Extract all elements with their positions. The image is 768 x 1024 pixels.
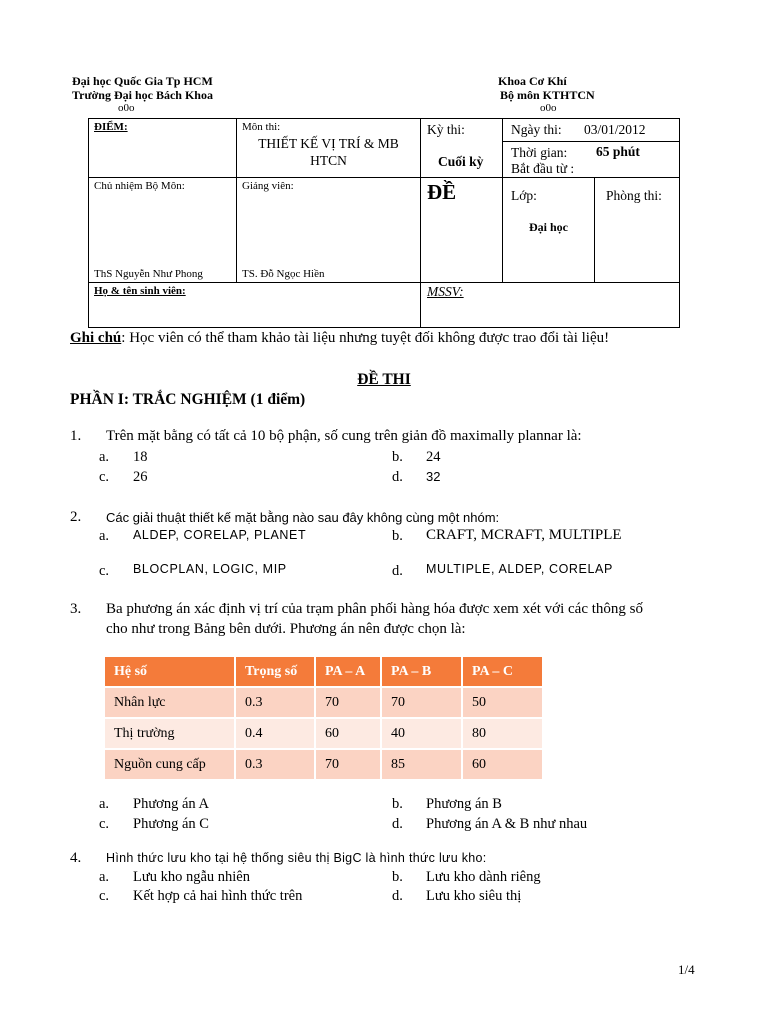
q3-option-d-key: d. <box>392 816 403 832</box>
room-label: Phòng thi: <box>606 188 662 203</box>
q2-option-b-key: b. <box>392 528 403 544</box>
q1-option-a-key: a. <box>99 449 110 465</box>
q3-text-line-2: cho như trong Bảng bên dưới. Phương án nên được chọn là: <box>106 621 466 637</box>
q4-text: Hình thức lưu kho tại hệ thống siêu thị BigC là hình thức lưu kho: <box>106 851 487 865</box>
q4-option-b: Lưu kho dành riêng <box>426 869 541 885</box>
table-cell: 70 <box>315 687 381 718</box>
score-cell <box>88 118 237 178</box>
mssv-label: MSSV: <box>427 284 464 299</box>
school-name: Trường Đại học Bách Khoa <box>72 88 213 102</box>
subject-cell <box>236 118 421 178</box>
q1-text: Trên mặt bằng có tất cả 10 bộ phận, số cung trên giản đồ maximally plannar là: <box>106 428 582 444</box>
q1-option-c: 26 <box>133 469 148 485</box>
q4-option-b-key: b. <box>392 869 403 885</box>
q3-number: 3. <box>70 601 82 617</box>
duration-label: Thời gian: <box>511 145 568 160</box>
criteria-table <box>105 657 542 779</box>
subject-value <box>237 135 420 169</box>
q4-option-a-key: a. <box>99 869 110 885</box>
q3-option-b-key: b. <box>392 796 403 812</box>
date-value: 03/01/2012 <box>584 122 646 137</box>
faculty-name: Khoa Cơ Khí <box>498 74 567 88</box>
table-cell: 0.4 <box>235 718 315 749</box>
table-header-row <box>105 657 542 687</box>
exam-type-value: Cuối kỳ <box>438 154 484 169</box>
q1-option-b-key: b. <box>392 449 403 465</box>
table-cell: 60 <box>315 718 381 749</box>
table-cell: Thị trường <box>105 718 235 749</box>
table-cell: 60 <box>462 749 542 779</box>
section-title: PHẦN I: TRẮC NGHIỆM (1 điểm) <box>70 391 306 408</box>
q1-option-c-key: c. <box>99 469 110 485</box>
table-cell: 0.3 <box>235 687 315 718</box>
exam-type-cell <box>420 118 503 178</box>
q2-option-a-key: a. <box>99 528 110 544</box>
date-label: Ngày thi: <box>511 122 562 137</box>
table-cell: 40 <box>381 718 462 749</box>
note-line <box>70 330 609 347</box>
subject-line-2: HTCN <box>310 153 347 168</box>
de-cell <box>420 177 503 283</box>
q2-number: 2. <box>70 509 82 525</box>
class-label: Lớp: <box>511 188 537 203</box>
q2-option-b: CRAFT, MCRAFT, MULTIPLE <box>426 527 622 543</box>
class-cell <box>502 177 595 283</box>
q2-option-d-key: d. <box>392 563 403 579</box>
q1-option-a: 18 <box>133 449 148 465</box>
exam-type-label: Kỳ thi: <box>427 122 465 137</box>
table-cell: 0.3 <box>235 749 315 779</box>
right-ornament: o0o <box>540 102 557 114</box>
q4-option-d: Lưu kho siêu thị <box>426 888 522 904</box>
lecturer-name: TS. Đỗ Ngọc Hiền <box>242 268 325 280</box>
q1-option-d-key: d. <box>392 469 403 485</box>
exam-title: ĐỀ THI <box>357 371 411 388</box>
table-cell: 85 <box>381 749 462 779</box>
table-header: PA – A <box>315 657 381 687</box>
q3-option-a-key: a. <box>99 796 110 812</box>
table-header: Trọng số <box>235 657 315 687</box>
score-label: ĐIỂM: <box>94 121 128 133</box>
q3-option-d: Phương án A & B như nhau <box>426 816 588 832</box>
lecturer-label: Giảng viên: <box>242 180 294 192</box>
note-label: Ghi chú <box>70 330 122 346</box>
q2-option-a: ALDEP, CORELAP, PLANET <box>133 528 307 542</box>
q4-option-a: Lưu kho ngẫu nhiên <box>133 869 250 885</box>
table-header: PA – B <box>381 657 462 687</box>
q1-number: 1. <box>70 428 82 444</box>
q4-option-c: Kết hợp cả hai hình thức trên <box>133 888 303 904</box>
q1-option-b: 24 <box>426 449 441 465</box>
de-mark: ĐỀ <box>427 180 457 204</box>
q4-option-c-key: c. <box>99 888 110 904</box>
department-name: Bộ môn KTHTCN <box>500 88 595 102</box>
table-cell: 80 <box>462 718 542 749</box>
table-cell: 50 <box>462 687 542 718</box>
table-cell: 70 <box>381 687 462 718</box>
table-header: Hệ số <box>105 657 235 687</box>
exam-info-table <box>88 118 680 328</box>
table-row <box>105 749 542 779</box>
q3-text-line-1: Ba phương án xác định vị trí của trạm phân phối hàng hóa được xem xét với các thông số <box>106 601 644 617</box>
page-number: 1/4 <box>678 962 695 977</box>
student-name-label: Họ & tên sinh viên: <box>94 285 186 297</box>
duration-value: 65 phút <box>596 144 640 159</box>
subject-label: Môn thi: <box>242 121 281 133</box>
table-row <box>105 687 542 718</box>
q4-number: 4. <box>70 850 82 866</box>
q2-option-c: BLOCPLAN, LOGIC, MIP <box>133 562 287 576</box>
mssv-cell <box>420 282 680 328</box>
start-label: Bắt đầu từ : <box>511 161 575 176</box>
student-name-cell <box>88 282 421 328</box>
q3-option-c: Phương án C <box>133 816 209 832</box>
q3-option-b: Phương án B <box>426 796 502 812</box>
note-text: : Học viên có thể tham khảo tài liệu nhưng tuyệt đối không được trao đổi tài liệu! <box>121 330 610 346</box>
duration-cell <box>502 141 680 178</box>
q4-option-d-key: d. <box>392 888 403 904</box>
q1-option-d: 32 <box>426 469 441 484</box>
university-name: Đại học Quốc Gia Tp HCM <box>72 74 213 88</box>
q2-text: Các giải thuật thiết kế mặt bằng nào sau đây không cùng một nhóm: <box>106 510 500 525</box>
q3-option-a: Phương án A <box>133 796 209 812</box>
head-name: ThS Nguyễn Như Phong <box>94 268 203 280</box>
q2-option-c-key: c. <box>99 563 110 579</box>
left-ornament: o0o <box>118 102 135 114</box>
head-cell <box>88 177 237 283</box>
subject-line-1: THIẾT KẾ VỊ TRÍ & MB <box>258 136 399 151</box>
head-label: Chủ nhiệm Bộ Môn: <box>94 180 185 192</box>
room-cell <box>594 177 680 283</box>
date-cell <box>502 118 680 142</box>
q2-option-d: MULTIPLE, ALDEP, CORELAP <box>426 562 613 576</box>
table-cell: 70 <box>315 749 381 779</box>
class-value: Đại học <box>529 220 568 234</box>
table-header: PA – C <box>462 657 542 687</box>
table-cell: Nguồn cung cấp <box>105 749 235 779</box>
q3-option-c-key: c. <box>99 816 110 832</box>
table-cell: Nhân lực <box>105 687 235 718</box>
table-row <box>105 718 542 749</box>
lecturer-cell <box>236 177 421 283</box>
